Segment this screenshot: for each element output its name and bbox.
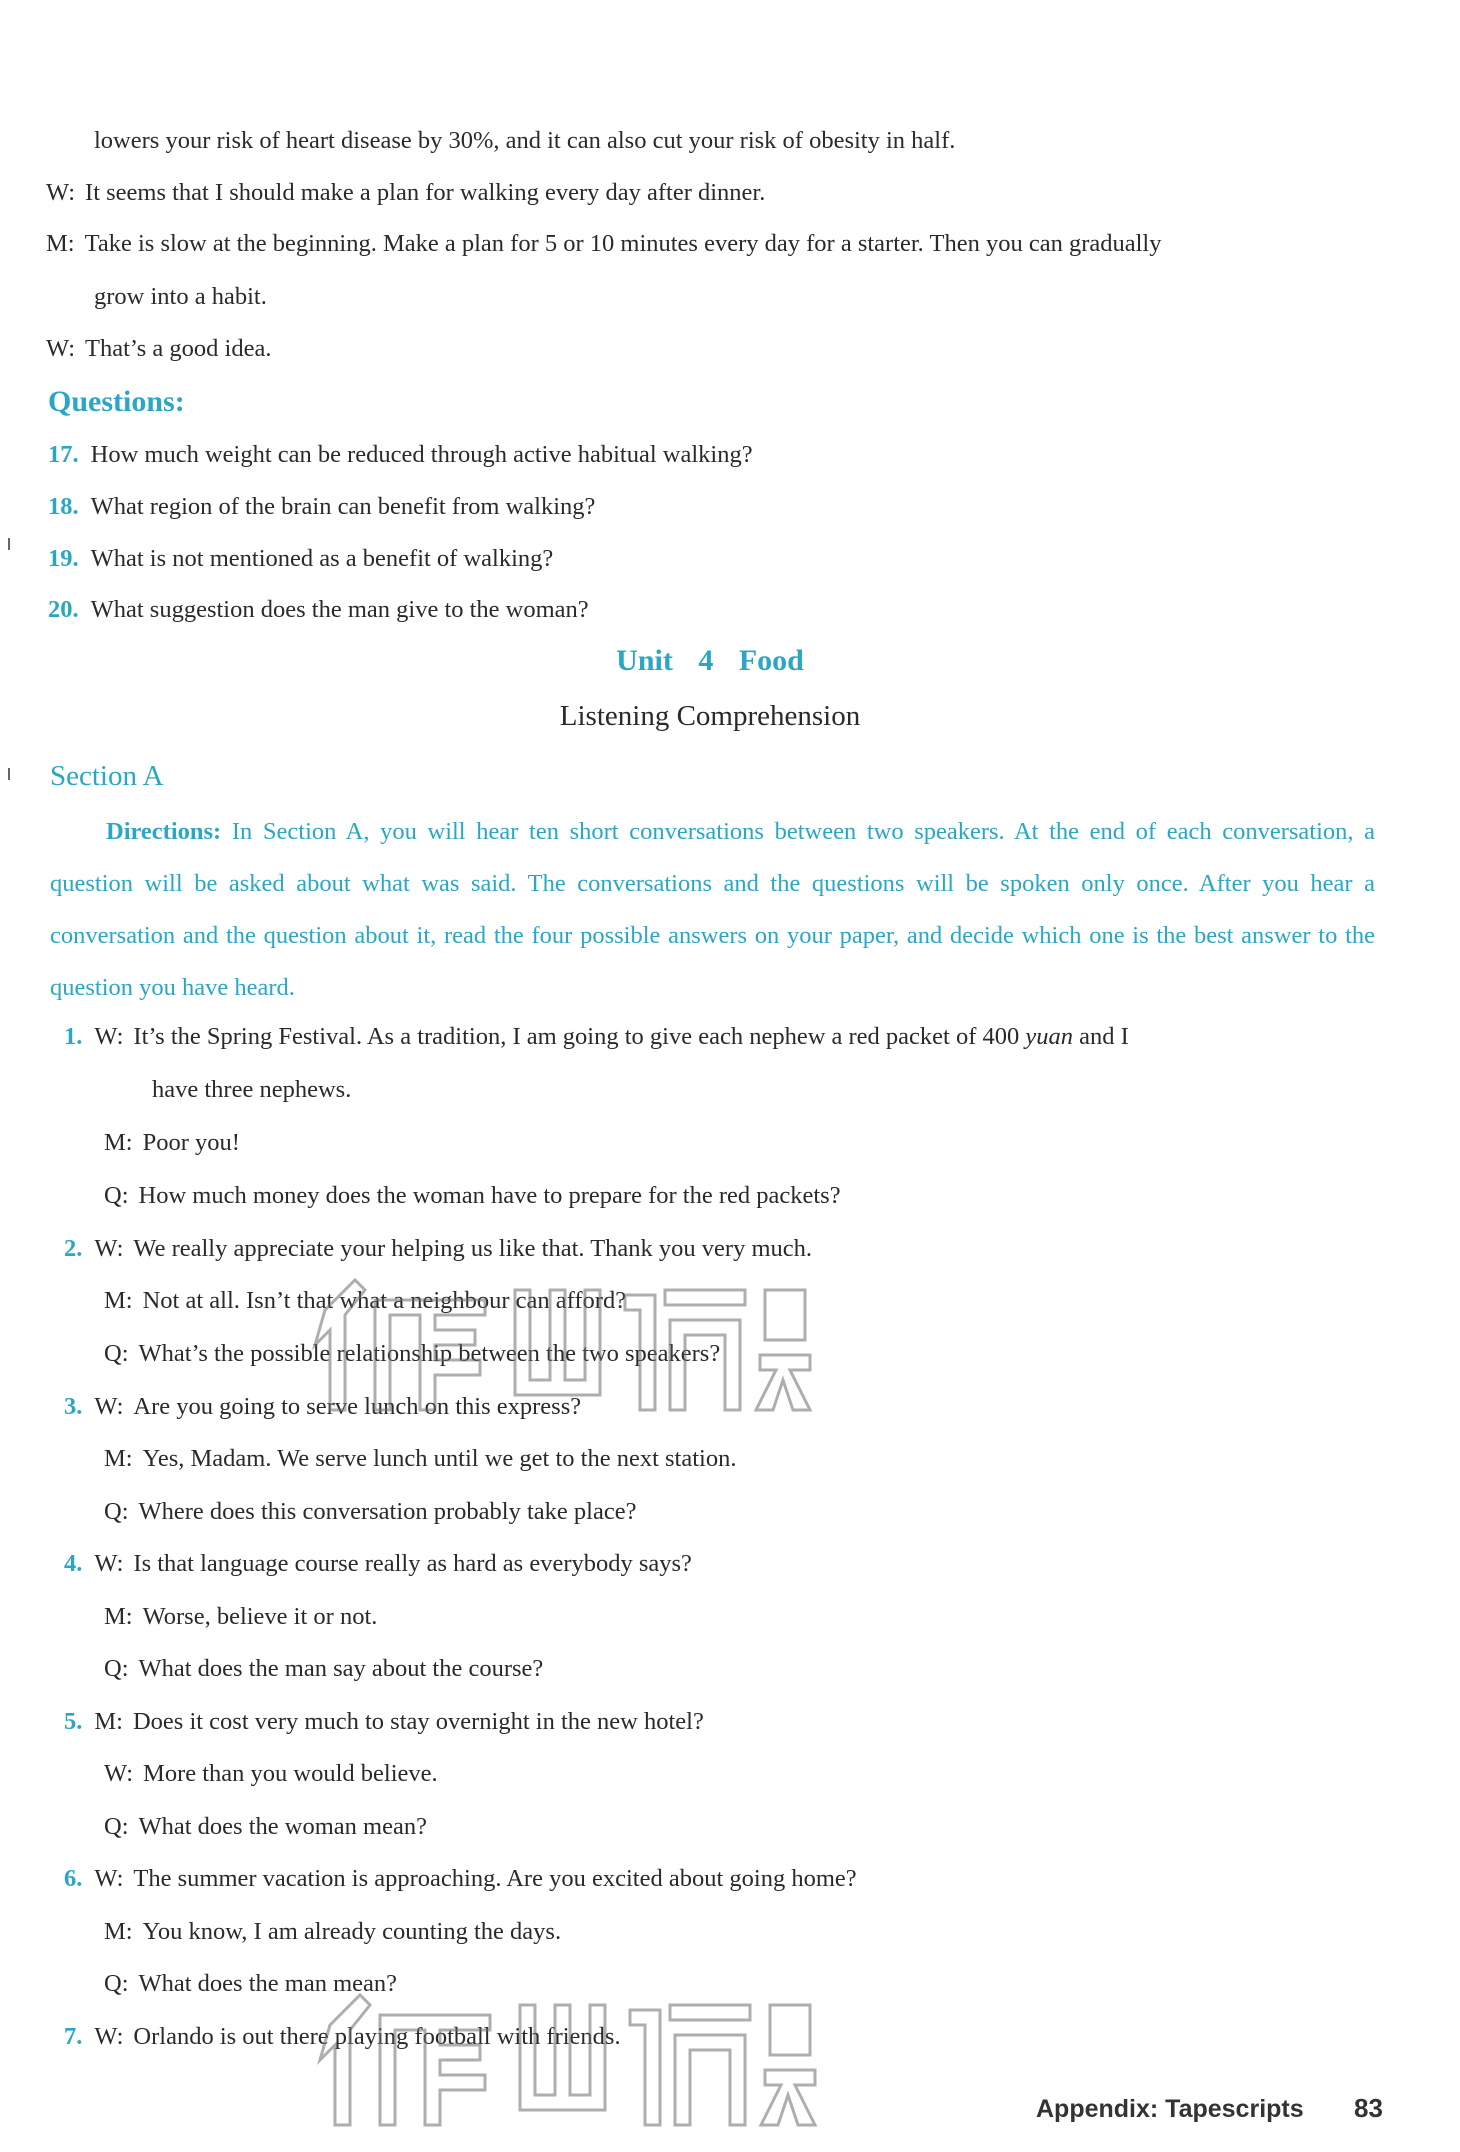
conversation-line bbox=[64, 1547, 692, 1581]
speaker-label: W: bbox=[104, 1760, 134, 1787]
conversation-line bbox=[64, 1232, 812, 1266]
conversation-number: 5. bbox=[64, 1708, 83, 1735]
dialogue-text: What’s the possible relationship between the two speakers? bbox=[138, 1340, 721, 1367]
margin-tick bbox=[8, 768, 10, 780]
section-subtitle: Listening Comprehension bbox=[559, 700, 861, 732]
footer-section-label: Appendix: Tapescripts bbox=[1036, 2095, 1304, 2123]
conversation-line bbox=[64, 1390, 581, 1424]
speaker-label: W: bbox=[94, 2023, 124, 2050]
dialogue-text: Not at all. Isn’t that what a neighbour can afford? bbox=[142, 1287, 627, 1314]
speaker-label: Q: bbox=[104, 1813, 129, 1840]
watermark-logo bbox=[300, 1985, 820, 2135]
page-number: 83 bbox=[1354, 2093, 1383, 2123]
dialogue-line bbox=[104, 1179, 841, 1213]
dialogue-text: We really appreciate your helping us like that. Thank you very much. bbox=[133, 1235, 813, 1262]
conversation-line bbox=[64, 1020, 1129, 1054]
question-item bbox=[48, 593, 589, 627]
questions-heading: Questions: bbox=[48, 385, 185, 418]
dialogue-text: Where does this conversation probably take place? bbox=[138, 1498, 637, 1525]
dialogue-text: What does the man say about the course? bbox=[138, 1655, 544, 1682]
speaker-label: Q: bbox=[104, 1182, 129, 1209]
question-item bbox=[48, 542, 553, 576]
speaker-label: W: bbox=[94, 1865, 124, 1892]
question-text: What is not mentioned as a benefit of walking? bbox=[90, 545, 554, 572]
speaker-label: M: bbox=[46, 230, 75, 257]
speaker-label: Q: bbox=[104, 1655, 129, 1682]
dialogue-text: More than you would believe. bbox=[143, 1760, 438, 1787]
speaker-label: M: bbox=[104, 1445, 133, 1472]
margin-tick bbox=[8, 538, 10, 550]
dialogue-line bbox=[104, 1284, 626, 1318]
speaker-label: M: bbox=[104, 1129, 133, 1156]
dialogue-line bbox=[104, 1652, 543, 1686]
dialogue-line bbox=[104, 1337, 720, 1371]
unit-title: Unit 4 Food bbox=[616, 644, 804, 677]
dialogue-text: You know, I am already counting the days. bbox=[142, 1918, 562, 1945]
dialogue-text: Is that language course really as hard as everybody says? bbox=[133, 1550, 692, 1577]
dialogue-line bbox=[104, 1600, 377, 1634]
dialogue-line bbox=[104, 1810, 427, 1844]
dialogue-text: Does it cost very much to stay overnight in the new hotel? bbox=[132, 1708, 704, 1735]
conversation-line bbox=[64, 1705, 704, 1739]
question-number: 18. bbox=[48, 493, 79, 520]
dialogue-line bbox=[46, 176, 765, 210]
dialogue-line bbox=[104, 1126, 240, 1160]
speaker-label: M: bbox=[104, 1287, 133, 1314]
speaker-label: Q: bbox=[104, 1498, 129, 1525]
speaker-label: M: bbox=[104, 1918, 133, 1945]
dialogue-text: How much money does the woman have to prepare for the red packets? bbox=[138, 1182, 841, 1209]
dialogue-text: and I bbox=[1073, 1023, 1129, 1050]
dialogue-line bbox=[46, 332, 271, 366]
dialogue-line bbox=[46, 227, 1161, 261]
dialogue-line bbox=[104, 1442, 736, 1476]
conversation-line bbox=[64, 1862, 857, 1896]
text-line: lowers your risk of heart disease by 30%, and it can also cut your risk of obesity in half. bbox=[94, 127, 956, 154]
speaker-label: M: bbox=[94, 1708, 123, 1735]
speaker-label: W: bbox=[46, 335, 76, 362]
conversation-number: 2. bbox=[64, 1235, 83, 1262]
dialogue-text: What does the woman mean? bbox=[138, 1813, 427, 1840]
speaker-label: W: bbox=[94, 1235, 124, 1262]
question-item bbox=[48, 490, 595, 524]
directions-paragraph bbox=[50, 806, 1375, 1014]
conversation-number: 4. bbox=[64, 1550, 83, 1577]
question-text: What suggestion does the man give to the woman? bbox=[90, 596, 589, 623]
question-number: 17. bbox=[48, 441, 79, 468]
directions-text: In Section A, you will hear ten short conversations between two speakers. At the end of each conversation, a question will be asked about what was said. The conversations and the questions will be spoken only once. After you hear a conversation and the question about it, read the four possible answers on your paper, and decide which one is the best answer to the question you have heard. bbox=[50, 818, 1376, 1001]
dialogue-text: What does the man mean? bbox=[138, 1970, 398, 1997]
conversation-number: 3. bbox=[64, 1393, 83, 1420]
conversation-line bbox=[64, 2020, 621, 2054]
text-line: have three nephews. bbox=[152, 1076, 352, 1103]
speaker-label: W: bbox=[94, 1550, 124, 1577]
dialogue-text: The summer vacation is approaching. Are you excited about going home? bbox=[133, 1865, 857, 1892]
directions-label: Directions: bbox=[106, 818, 222, 845]
text-line: grow into a habit. bbox=[94, 283, 267, 310]
dialogue-text: Poor you! bbox=[142, 1129, 240, 1156]
speaker-label: Q: bbox=[104, 1340, 129, 1367]
dialogue-text: It seems that I should make a plan for walking every day after dinner. bbox=[85, 179, 766, 206]
question-text: How much weight can be reduced through active habitual walking? bbox=[90, 441, 753, 468]
dialogue-text: Yes, Madam. We serve lunch until we get to the next station. bbox=[142, 1445, 737, 1472]
dialogue-text: Are you going to serve lunch on this express? bbox=[133, 1393, 582, 1420]
italic-word: yuan bbox=[1025, 1023, 1074, 1050]
dialogue-text: Take is slow at the beginning. Make a plan for 5 or 10 minutes every day for a starter. Then you can gradually bbox=[84, 230, 1162, 257]
question-text: What region of the brain can benefit from walking? bbox=[90, 493, 596, 520]
dialogue-line bbox=[104, 1967, 397, 2001]
dialogue-line bbox=[104, 1915, 561, 1949]
dialogue-text: That’s a good idea. bbox=[85, 335, 272, 362]
speaker-label: W: bbox=[94, 1023, 124, 1050]
question-number: 19. bbox=[48, 545, 79, 572]
dialogue-line bbox=[104, 1495, 636, 1529]
dialogue-text: Worse, believe it or not. bbox=[142, 1603, 378, 1630]
question-number: 20. bbox=[48, 596, 79, 623]
speaker-label: W: bbox=[46, 179, 76, 206]
speaker-label: M: bbox=[104, 1603, 133, 1630]
dialogue-text: Orlando is out there playing football with friends. bbox=[133, 2023, 621, 2050]
conversation-number: 7. bbox=[64, 2023, 83, 2050]
question-item bbox=[48, 438, 753, 472]
speaker-label: Q: bbox=[104, 1970, 129, 1997]
dialogue-line bbox=[104, 1757, 438, 1791]
conversation-number: 1. bbox=[64, 1023, 83, 1050]
section-heading: Section A bbox=[50, 760, 164, 792]
speaker-label: W: bbox=[94, 1393, 124, 1420]
conversation-number: 6. bbox=[64, 1865, 83, 1892]
dialogue-text: It’s the Spring Festival. As a tradition, I am going to give each nephew a red packet of 400 bbox=[133, 1023, 1026, 1050]
